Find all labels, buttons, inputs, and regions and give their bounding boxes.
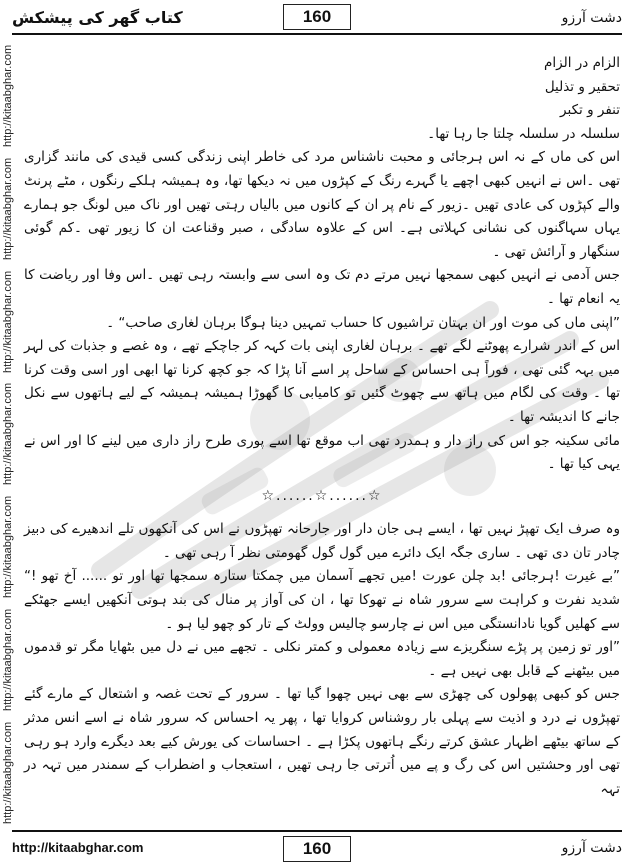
side-url-link[interactable]: http://kitaabghar.com — [2, 496, 14, 599]
paragraph: ”بے غیرت !ہرجائی !بد چلن عورت !میں تجھے آسمان میں چمکتا ستارہ سمجھا تھا اور تو ...... آخ تھو !“ شدید نفرت و کراہت سے سرور شاہ نے تھوکا تھا ، ان کی آواز پر منال کی بند ہوتی آنکھیں ایسے جھٹکے سے کھلیں گویا نادانستگی میں اس نے چارسو چالیس وولٹ کے تار کو چھو لیا ہو ۔ — [24, 568, 620, 632]
paragraph: ”اور تو زمین پر پڑے سنگریزے سے زیادہ معمولی و کمتر نکلی ۔ تجھے میں نے دل میں بٹھایا مگر تو قدموں میں بیٹھنے کے قابل بھی نہیں ہے ۔ — [24, 639, 620, 679]
side-url-link[interactable]: http://kitaabghar.com — [2, 609, 14, 712]
footer-page-number: 160 — [283, 836, 351, 862]
site-title: کتاب گھر کی پیشکش — [12, 8, 183, 27]
paragraph: اس کی ماں کے نہ اس ہرجائی و محبت ناشناس مرد کی خاطر اپنی زندگی کسی قیدی کی مانند گزاری تھی ۔اس نے انہیں کبھی اچھے یا گہرے رنگ کے کپڑوں میں نہ دیکھا تھا، وہ ہمیشہ ہلکے رنگوں ، مٹے پرنٹ والے کپڑوں کی عادی تھیں ۔زیور کے نام پر ان کے کانوں میں بالیاں رہتی تھیں اور ناک میں لونگ جو ہمارے یہاں سہاگنوں کی نشانی کہلاتی ہے۔ اس کے علاوہ سادگی ، صبر وقناعت ان کا زیور تھی ۔کم گوئی سنگھار و آرائش تھی ۔ — [24, 149, 620, 260]
page-body — [24, 52, 620, 828]
side-url-link[interactable]: http://kitaabghar.com — [2, 383, 14, 486]
paragraph: مائی سکینہ جو اس کی راز دار و ہمدرد تھی اب موقع تھا اسے پوری طرح راز داری میں لینے کا اور اس نے یہی کیا تھا ۔ — [24, 432, 620, 473]
page-footer — [12, 836, 622, 862]
footer-book-title: دشت آرزو — [561, 840, 622, 856]
header-rule — [12, 33, 622, 35]
verse-line: الزام در الزام — [544, 55, 620, 71]
side-url-link[interactable]: http://kitaabghar.com — [2, 721, 14, 824]
paragraph: ”اپنی ماں کی موت اور ان بہتان تراشیوں کا حساب تمہیں دینا ہوگا برہان لغاری صاحب“ ۔ — [106, 314, 620, 331]
side-url-strip — [0, 40, 16, 830]
side-url-link[interactable]: http://kitaabghar.com — [2, 44, 14, 147]
footer-rule — [12, 830, 622, 832]
verse-line: تحقیر و تذلیل — [544, 78, 620, 95]
footer-url-link[interactable]: http://kitaabghar.com — [12, 840, 144, 855]
paragraph: جس آدمی نے انہیں کبھی سمجھا نہیں مرتے دم تک وہ اسی سے وابستہ رہی تھیں ۔اس وفا اور ریاضت کا یہ انعام تھا ۔ — [24, 267, 620, 307]
paragraph: وہ صرف ایک تھپڑ نہیں تھا ، ایسے ہی جان دار اور جارحانہ تھپڑوں نے اس کی آنکھوں تلے اندھیرے کی دبیز چادر تان دی تھی ۔ ساری جگہ ایک دائرے میں گول گول گھومتی نظر آ رہی تھی ۔ — [24, 521, 620, 561]
section-separator: ☆......☆......☆ — [261, 487, 383, 504]
side-url-link[interactable]: http://kitaabghar.com — [2, 157, 14, 260]
page-header — [12, 4, 622, 34]
side-url-link[interactable]: http://kitaabghar.com — [2, 270, 14, 373]
verse-line: سلسلہ در سلسلہ چلتا جا رہا تھا۔ — [427, 125, 620, 142]
book-title: دشت آرزو — [561, 10, 622, 26]
verse-line: تنفر و تکبر — [560, 102, 620, 119]
page-number: 160 — [283, 4, 351, 30]
paragraph: جس کو کبھی پھولوں کی چھڑی سے بھی نہیں چھوا گیا تھا ۔ سرور کے تحت غصہ و اشتعال کے مارے گئے تھپڑوں نے درد و اذیت سے پہلی بار روشناس کروایا تھا ، پھر یہ احساس کہ سرور شاہ نے اسے انس مدثر کے ساتھ بیٹھے اظہار عشق کرتے رنگے ہاتھوں پکڑا ہے ۔ احساسات کی یورش کیے بعد دیگرے وارد ہو رہی تھی اور وحشتیں اس کی رگ و پے میں اُترتی جا رہی تھیں ، استعجاب و اضطراب کے سمندر میں تہہ در تہہ — [24, 686, 620, 797]
paragraph: اس کے اندر شرارے پھوٹنے لگے تھے ۔ برہان لغاری اپنی بات کہہ کر جاچکے تھے ، وہ غصے و جذبات کی لہر میں بہہ گئی تھی ، فوراً ہی احساس کے ساحل پر اسے آنا پڑا کہ جو کچھ کرنا تھا ابھی اور اسی وقت کرنا تھا ۔ وقت کی لگام میں ہاتھ سے چھوٹ گئیں تو کامیابی کا گھوڑا ہمیشہ ہمیشہ کے لیے ہاتھوں سے نکل جانے کا اندیشہ تھا ۔ — [24, 338, 620, 425]
